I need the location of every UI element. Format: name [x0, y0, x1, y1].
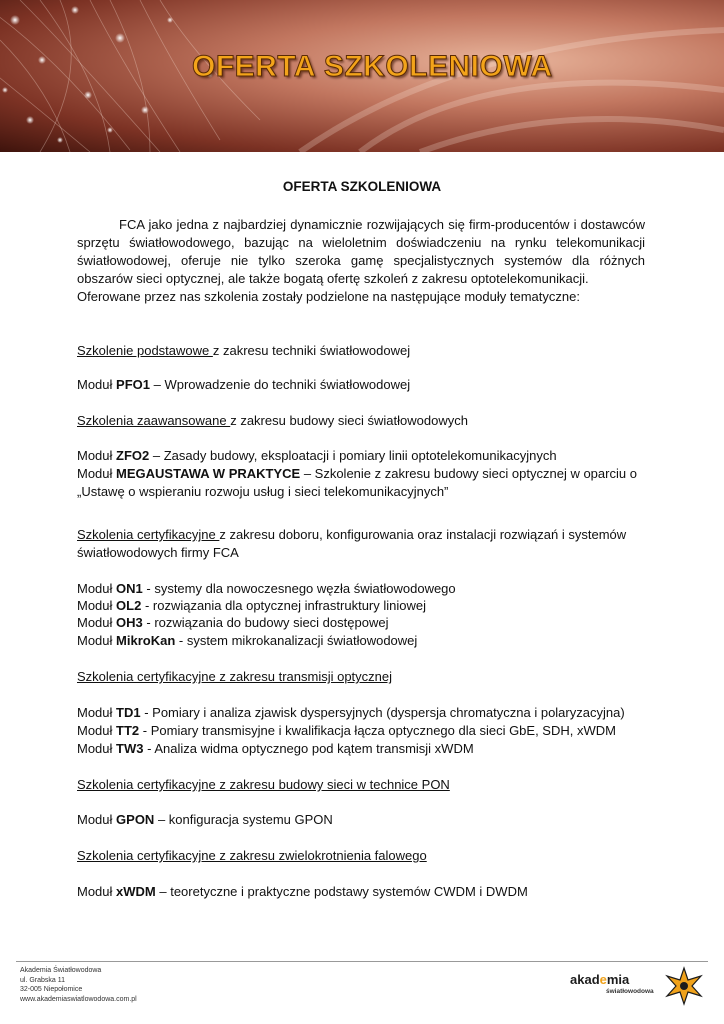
module-ol2: Moduł OL2 - rozwiązania dla optycznej infrastruktury liniowej [77, 598, 427, 613]
section-heading-basic: Szkolenie podstawowe z zakresu techniki światłowodowej [77, 343, 411, 358]
module-pfo1: Moduł PFO1 – Wprowadzenie do techniki światłowodowej [77, 377, 411, 392]
footer-street: ul. Grabska 11 [20, 976, 66, 984]
section-heading-wdm: Szkolenia certyfikacyjne z zakresu zwielokrotnienia falowego [77, 848, 427, 863]
module-gpon: Moduł GPON – konfiguracja systemu GPON [77, 812, 333, 827]
module-zfo2: Moduł ZFO2 – Zasady budowy, eksploatacji i pomiary linii optotelekomunikacyjnych [77, 448, 557, 463]
section-heading-transmission: Szkolenia certyfikacyjne z zakresu transmisji optycznej [77, 669, 393, 684]
module-on1: Moduł ON1 - systemy dla nowoczesnego węzła światłowodowego [77, 581, 456, 596]
module-tw3: Moduł TW3 - Analiza widma optycznego pod kątem transmisji xWDM [77, 741, 474, 756]
section-heading-certification-fca-cont: światłowodowych firmy FCA [77, 545, 239, 560]
logo-wordmark: akademia [570, 972, 630, 987]
footer-address [20, 966, 137, 1004]
module-megaustawa: Moduł MEGAUSTAWA W PRAKTYCE – Szkolenie z zakresu budowy sieci optycznej w oparciu o [77, 466, 637, 481]
company-logo [570, 966, 710, 1006]
intro-text-2: Oferowane przez nas szkolenia zostały podzielone na następujące moduły tematyczne: [77, 289, 580, 304]
module-xwdm: Moduł xWDM – teoretyczne i praktyczne podstawy systemów CWDM i DWDM [77, 884, 528, 899]
section-heading-certification-fca: Szkolenia certyfikacyjne z zakresu doboru, konfigurowania oraz instalacji rozwiązań i systemów [77, 527, 627, 542]
section-heading-pon: Szkolenia certyfikacyjne z zakresu budowy sieci w technice PON [77, 777, 450, 792]
document-title: OFERTA SZKOLENIOWA [282, 179, 442, 194]
footer-website-link[interactable]: www.akademiaswiatlowodowa.com.pl [20, 995, 137, 1003]
module-mikrokan: Moduł MikroKan - system mikrokanalizacji światłowodowej [77, 633, 418, 648]
intro-paragraph [77, 216, 645, 306]
footer-divider [16, 961, 708, 962]
module-megaustawa-cont: „Ustawę o wspieraniu rozwoju usług i sieci telekomunikacyjnych” [77, 484, 449, 499]
banner-title: OFERTA SZKOLENIOWA [192, 50, 553, 83]
module-tt2: Moduł TT2 - Pomiary transmisyjne i kwalifikacja łącza optycznego dla sieci GbE, SDH, xWDM [77, 723, 616, 738]
section-heading-advanced: Szkolenia zaawansowane z zakresu budowy sieci światłowodowych [77, 413, 468, 428]
footer-city: 32-005 Niepołomice [20, 986, 83, 993]
module-oh3: Moduł OH3 - rozwiązania do budowy sieci dostępowej [77, 615, 389, 630]
starburst-icon [664, 966, 704, 1006]
footer-company: Akademia Światłowodowa [20, 967, 102, 974]
header-banner [0, 0, 724, 152]
module-td1: Moduł TD1 - Pomiary i analiza zjawisk dyspersyjnych (dyspersja chromatyczna i polaryzacyjna) [77, 705, 625, 720]
logo-subtitle: światłowodowa [606, 988, 654, 995]
intro-text: FCA jako jedna z najbardziej dynamicznie rozwijających się firm-producentów i dostawców sprzętu światłowodowego, bazując na wieloletnim doświadczeniu na rynku telekomunikacji światłowodowej, oferuje nie tylko szeroka gamę specjalistycznych systemów dla różnych obszarów sieci optycznej, ale także bogatą ofertę szkoleń z zakresu optotelekomunikacji. [77, 217, 645, 286]
